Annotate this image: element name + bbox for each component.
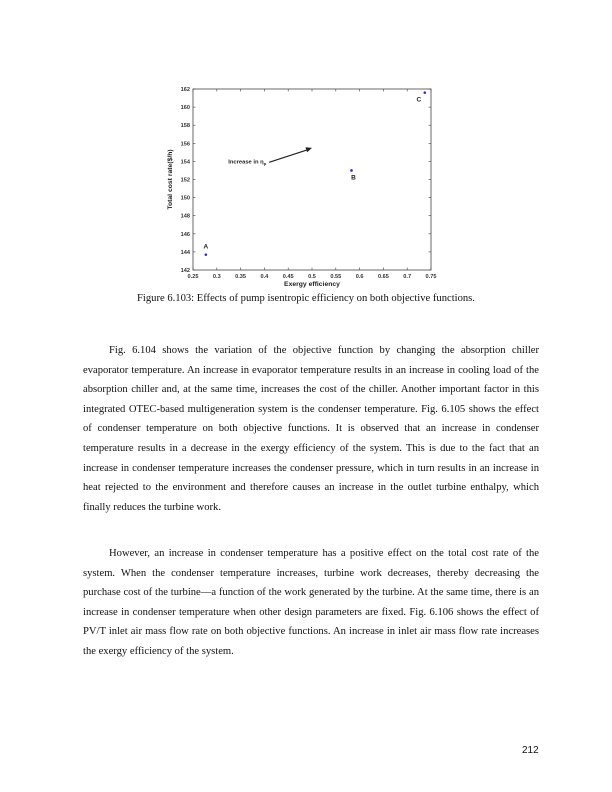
data-point-c bbox=[424, 91, 427, 94]
data-point-a bbox=[205, 253, 208, 256]
data-point-b bbox=[350, 169, 353, 172]
point-label-c: C bbox=[416, 96, 422, 104]
y-tick-label: 154 bbox=[180, 159, 190, 166]
x-tick-label: 0.6 bbox=[355, 274, 364, 280]
x-tick-label: 0.3 bbox=[212, 274, 221, 280]
point-label-a: A bbox=[203, 243, 209, 251]
page-number: 212 bbox=[522, 745, 539, 756]
x-tick-label: 0.4 bbox=[260, 274, 269, 280]
x-tick-label: 0.45 bbox=[282, 274, 294, 280]
y-tick-label: 162 bbox=[180, 87, 190, 93]
y-tick-label: 146 bbox=[180, 231, 190, 238]
paragraph-2 bbox=[83, 544, 539, 662]
y-tick-label: 160 bbox=[180, 105, 190, 112]
x-tick-label: 0.7 bbox=[403, 274, 412, 280]
scatter-chart bbox=[155, 80, 455, 295]
plot-frame bbox=[193, 89, 431, 270]
y-tick-label: 144 bbox=[180, 249, 190, 256]
x-tick-label: 0.5 bbox=[308, 274, 316, 280]
y-tick-label: 142 bbox=[180, 268, 190, 274]
y-tick-label: 150 bbox=[180, 195, 190, 202]
x-tick-label: 0.65 bbox=[377, 274, 389, 280]
y-axis-label: Total cost rate($/h) bbox=[167, 149, 174, 210]
point-label-b: B bbox=[351, 174, 356, 182]
x-axis-label: Exergy efficiency bbox=[284, 281, 340, 288]
x-tick-label: 0.25 bbox=[187, 274, 199, 280]
x-tick-label: 0.35 bbox=[235, 274, 247, 280]
annotation-label: Increase in $\eta_p$ bbox=[228, 159, 267, 166]
y-tick-label: 148 bbox=[180, 213, 190, 220]
figure-caption: Figure 6.103: Effects of pump isentropic efficiency on both objective functions. bbox=[137, 293, 475, 304]
x-tick-label: 0.55 bbox=[330, 274, 342, 280]
paragraph-1-text: Fig. 6.104 shows the variation of the objective function by changing the absorption chiller evaporator temperature. An increase in evaporator temperature results in an increase in cooling load of the absorption chiller and, at the same time, increases the cost of the chiller. Another important factor in this integrated OTEC-based multigeneration system is the condenser temperature. Fig. 6.105 shows the effect of condenser temperature on both objective functions. It is observed that an increase in condenser temperature results in a decrease in the exergy efficiency of the system. This is due to the fact that an increase in condenser temperature increases the condenser pressure, which in turn results in an increase in heat rejected to the environment and therefore causes an increase in the outlet turbine enthalpy, which finally reduces the turbine work. bbox=[83, 345, 539, 513]
y-tick-label: 152 bbox=[180, 177, 190, 184]
y-tick-label: 158 bbox=[180, 123, 190, 130]
paragraph-1 bbox=[83, 341, 539, 517]
chart-canvas bbox=[155, 80, 455, 295]
y-tick-label: 156 bbox=[180, 141, 190, 148]
paragraph-2-text: However, an increase in condenser temperature has a positive effect on the total cost rate of the system. When the condenser temperature increases, turbine work decreases, thereby decreasing the purchase cost of the turbine—a function of the work generated by the turbine. At the same time, there is an increase in condenser temperature when other design parameters are fixed. Fig. 6.106 shows the effect of PV/T inlet air mass flow rate on both objective functions. An increase in inlet air mass flow rate increases the exergy efficiency of the system. bbox=[83, 548, 539, 657]
x-tick-label: 0.75 bbox=[425, 274, 437, 280]
